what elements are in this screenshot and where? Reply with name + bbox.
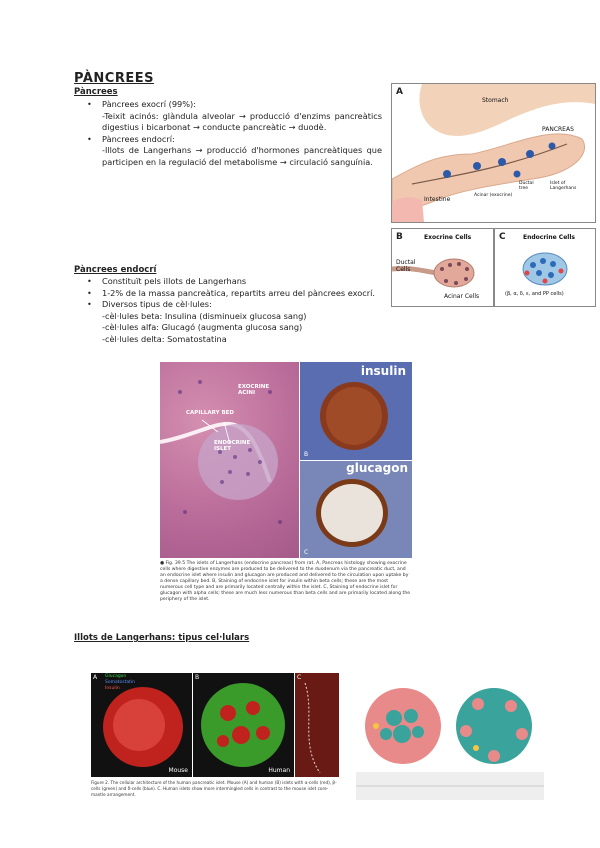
section-heading-cell-types: Illots de Langerhans: tipus cel·lulars — [74, 633, 250, 643]
label-exocrine-acini: EXOCRINE ACINI — [238, 384, 270, 396]
legend-glucagon: Glucagon — [105, 674, 127, 679]
label-endocrine-islet: ENDOCRINE ISLET — [214, 440, 251, 452]
bullet-cell-types: • Diversos tipus de cèl·lules: — [74, 299, 382, 311]
label-ductal-cells: Ductal Cells — [396, 259, 416, 273]
section-heading-endocrine: Pàncrees endocrí — [74, 265, 157, 275]
legend-insulin: Insulin — [105, 686, 120, 691]
histology-panel-b-insulin — [300, 362, 412, 460]
section2-body — [74, 276, 382, 346]
figure-b-letter: B — [396, 232, 403, 242]
figure-b-title: Exocrine Cells — [424, 234, 472, 241]
figure-c-letter: C — [499, 232, 506, 242]
figure-a-pancreas-anatomy — [391, 83, 596, 223]
detail-endocrine: -Illots de Langerhans → producció d'hormones pancreàtiques que participen en la regulació del metabolisme → circulació sanguínia. — [102, 145, 382, 167]
figure-c-title: Endocrine Cells — [523, 234, 575, 241]
figure-c-endocrine — [494, 228, 596, 307]
label-acinar-cells: Acinar Cells — [444, 293, 480, 300]
histology-panel-c-glucagon — [300, 461, 412, 558]
label-pancreas: PANCREAS — [542, 126, 574, 133]
label-islet: Islet of Langerhans — [550, 181, 577, 191]
fluorescence-panel-human — [193, 673, 294, 777]
islet-cell-diagram — [356, 676, 544, 800]
section1-body — [74, 99, 382, 169]
cell-beta: -cèl·lules beta: Insulina (disminueix glucosa sang) — [102, 310, 307, 321]
fluorescence-panel-c — [295, 673, 339, 777]
panel-b-letter: B — [304, 451, 309, 458]
cell-delta: -cèl·lules delta: Somatostatina — [102, 333, 227, 344]
label-human: Human — [268, 767, 290, 774]
bullet-mass: • 1-2% de la massa pancreàtica, repartits arreu del pàncrees exocrí. — [74, 288, 382, 300]
bullet-endocrine: • Pàncrees endocrí: — [74, 134, 382, 146]
label-intestine: Intestine — [424, 196, 451, 203]
panel-c-letter: C — [304, 549, 309, 556]
fluorescence-panel-mouse — [91, 673, 192, 777]
figure-a-letter: A — [396, 87, 403, 97]
bottom-fig-caption: Figure 2. The cellular architecture of the human pancreatic islet. Mouse (A) and human (B) islets with α-cells (red), β-cells (green) and δ-cells (blue). C. Human islets show more intermingled cells in contrast to the mouse islet core-mantle arrangement. — [91, 780, 337, 797]
label-glucagon: glucagon — [346, 461, 408, 475]
histology-caption: ● Fig. 39.5 The islets of Langerhans (endocrine pancreas) from rat. A, Pancreas histology showing exocrine cells where digestive enzymes are produced to be delivered to the duodenum via the pancreatic duct, and an endocrine islet where insulin and glucagon are produced and delivered to the circulation upon uptake by a dense capillary bed. B, Staining of endocrine islet for insulin within beta cells; these are the most numerous cell type and are primarily located centrally within the islet. C, Staining of endocrine islet for glucagon with alpha cells; these are much less numerous than beta cells and are primarily located along the periphery of the islet. — [160, 561, 411, 602]
page-title: PÀNCREES — [74, 71, 154, 86]
legend-somatostatin: Somatostatin — [105, 680, 136, 685]
bullet-exocrine: • Pàncrees exocrí (99%): — [74, 99, 382, 111]
section-heading-pancrees: Pàncrees — [74, 87, 118, 97]
label-cell-types: (β, α, δ, ε, and PP cells) — [505, 291, 564, 297]
bottom-fig-letter-c: C — [297, 674, 302, 681]
bullet-islets: • Constituït pels illots de Langerhans — [74, 276, 382, 288]
bottom-fig-letter-a: A — [93, 674, 98, 681]
bottom-fig-letter-b: B — [195, 674, 200, 681]
cell-alpha: -cèl·lules alfa: Glucagó (augmenta glucosa sang) — [102, 322, 303, 333]
label-acinar: Acinar (exocrine) — [474, 193, 513, 198]
label-insulin: insulin — [360, 364, 406, 378]
label-ductal: Ductal tree — [519, 181, 534, 191]
label-mouse: Mouse — [168, 767, 188, 774]
detail-exocrine: -Teixit acinós: glàndula alveolar → producció d'enzims pancreàtics digestius i bicarbonat → conducte pancreàtic → duodè. — [102, 110, 382, 133]
label-capillary-bed: CAPILLARY BED — [186, 410, 234, 416]
figure-b-exocrine — [391, 228, 494, 307]
histology-panel-a — [160, 362, 299, 558]
label-stomach: Stomach — [482, 97, 509, 104]
